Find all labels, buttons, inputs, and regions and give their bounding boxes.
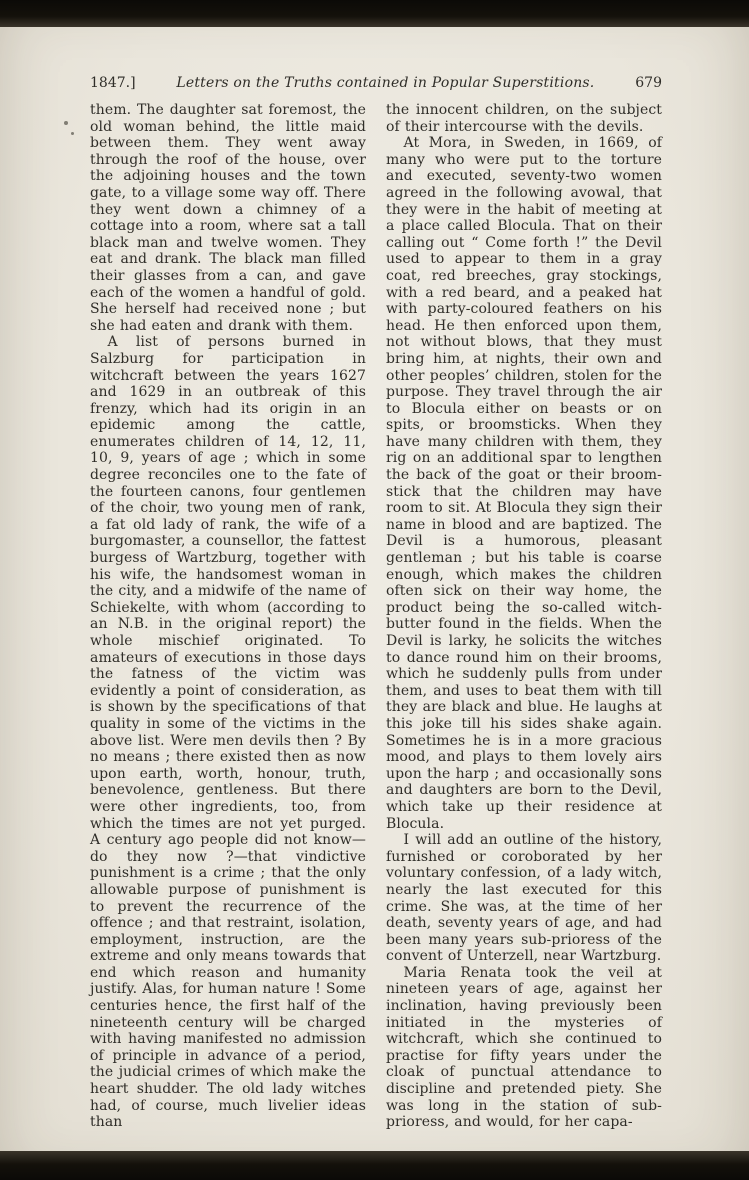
- right-column: [386, 102, 662, 1131]
- scan-edge-bottom: [0, 1151, 749, 1180]
- paragraph: the innocent children, on the subject of their intercourse with the devils.: [386, 102, 662, 135]
- header-page-number: 679: [635, 75, 662, 91]
- scan-speck: [71, 132, 74, 135]
- left-column: [90, 102, 366, 1131]
- header-title: Letters on the Truths contained in Popular Superstitions.: [176, 75, 595, 91]
- paragraph: Maria Renata took the veil at nineteen years of age, against her inclination, having previously been initiated in the mysteries of witchcraft, which she continued to practise for fifty years under the cloak of punctual attendance to discipline and pretended piety. She was long in the station of sub-prioress, and would, for her capa-: [386, 964, 662, 1131]
- paragraph: At Mora, in Sweden, in 1669, of many who were put to the torture and executed, seventy-two women agreed in the following avowal, that they were in the habit of meeting at a place called Blocula. That on their calling out “ Come forth !” the Devil used to appear to them in a gray coat, red breeches, gray stockings, with a red beard, and a peaked hat with party-coloured feathers on his head. He then enforced upon them, not without blows, that they must bring him, at nights, their own and other peoples’ children, stolen for the purpose. They travel through the air to Blocula either on beasts or on spits, or broomsticks. When they have many children with them, they rig on an additional spar to lengthen the back of the goat or their broom-stick that the children may have room to sit. At Blocula they sign their name in blood and are baptized. The Devil is a humorous, pleasant gentleman ; but his table is coarse enough, which makes the children often sick on their way home, the product being the so-called witch-butter found in the fields. When the Devil is larky, he solicits the witches to dance round him on their brooms, which he suddenly pulls from under them, and uses to beat them with till they are black and blue. He laughs at this joke till his sides shake again. Sometimes he is in a more gracious mood, and plays to them lovely airs upon the harp ; and occasionally sons and daughters are born to the Devil, which take up their residence at Blocula.: [386, 135, 662, 832]
- page-content: [90, 74, 662, 1131]
- paragraph: I will add an outline of the history, furnished or coroborated by her voluntary confession, of a lady witch, nearly the last executed for this crime. She was, at the time of her death, seventy years of age, and had been many years sub-prioress of the convent of Unterzell, near Wartzburg.: [386, 832, 662, 965]
- scan-speck: [64, 121, 68, 125]
- scan-edge-top: [0, 0, 749, 27]
- header-year: 1847.]: [90, 75, 136, 91]
- running-header: [90, 74, 662, 92]
- paragraph: A list of persons burned in Salzburg for participation in witchcraft between the years 1627 and 1629 in an outbreak of this frenzy, which had its origin in an epidemic among the cattle, enumerates children of 14, 12, 11, 10, 9, years of age ; which in some degree reconciles one to the fate of the fourteen canons, four gentlemen of the choir, two young men of rank, a fat old lady of rank, the wife of a burgomaster, a counsellor, the fattest burgess of Wartzburg, together with his wife, the handsomest woman in the city, and a midwife of the name of Schiekelte, with whom (according to an N.B. in the original report) the whole mischief originated. To amateurs of executions in those days the fatness of the victim was evidently a point of consideration, as is shown by the specifications of that quality in some of the victims in the above list. Were men devils then ? By no means ; there existed then as now upon earth, worth, honour, truth, benevolence, gentleness. But there were other ingredients, too, from which the times are not yet purged. A century ago people did not know— do they now ?—that vindictive punishment is a crime ; that the only allowable purpose of punishment is to prevent the recurrence of the offence ; and that restraint, isolation, employment, instruction, are the extreme and only means towards that end which reason and humanity justify. Alas, for human nature ! Some centuries hence, the first half of the nineteenth century will be charged with having manifested no admission of principle in advance of a period, the judicial crimes of which make the heart shudder. The old lady witches had, of course, much livelier ideas than: [90, 334, 366, 1131]
- paragraph: them. The daughter sat foremost, the old woman behind, the little maid between them. They went away through the roof of the house, over the adjoining houses and the town gate, to a village some way off. There they went down a chimney of a cottage into a room, where sat a tall black man and twelve women. They eat and drank. The black man filled their glasses from a can, and gave each of the women a handful of gold. She herself had received none ; but she had eaten and drank with them.: [90, 102, 366, 334]
- text-columns: [90, 102, 662, 1131]
